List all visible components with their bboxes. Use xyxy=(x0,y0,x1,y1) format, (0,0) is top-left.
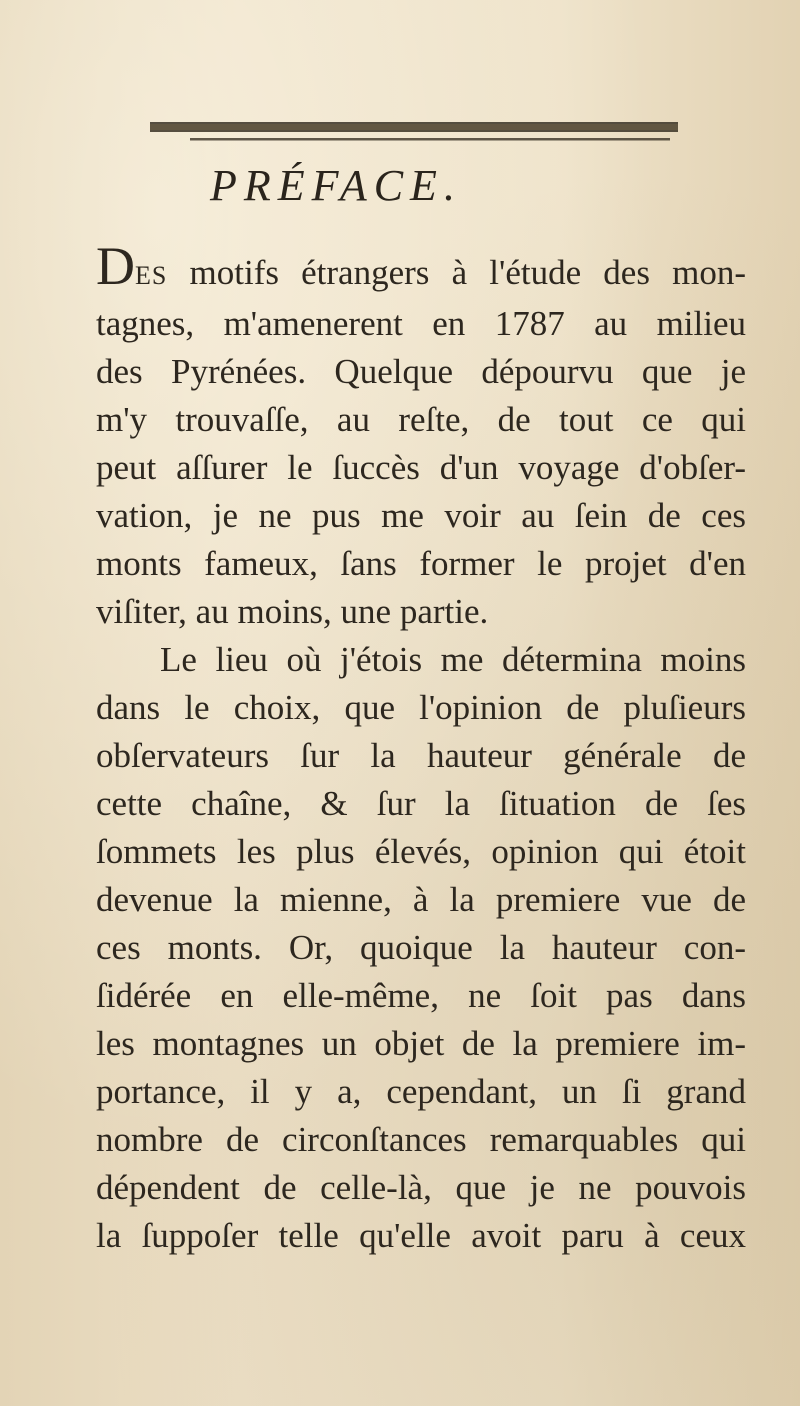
text-line: m'y trouvaſſe, au reſte, de tout ce qui xyxy=(96,400,746,439)
text-line: ces monts. Or, quoique la hauteur con- xyxy=(96,928,746,967)
page-title: PRÉFACE. xyxy=(210,161,462,210)
ornament-rule xyxy=(150,118,678,148)
small-caps: ES xyxy=(135,261,168,290)
text-line: devenue la mienne, à la premiere vue de xyxy=(96,880,746,919)
text-line: portance, il y a, cependant, un ſi grand xyxy=(96,1072,746,1111)
text-line: peut aſſurer le ſuccès d'un voyage d'obſer- xyxy=(96,448,746,487)
text-line: tagnes, m'amenerent en 1787 au milieu xyxy=(96,304,746,343)
text-line: dépendent de celle-là, que je ne pouvois xyxy=(96,1168,746,1207)
text-line: cette chaîne, & ſur la ſituation de ſes xyxy=(96,784,746,823)
text-line: monts fameux, ſans former le projet d'en xyxy=(96,544,746,583)
body-text xyxy=(96,236,746,1260)
text-line: Le lieu où j'étois me détermina moins xyxy=(160,640,746,679)
text-line: les montagnes un objet de la premiere im- xyxy=(96,1024,746,1063)
text-line: viſiter, au moins, une partie. xyxy=(96,592,489,631)
drop-cap: D xyxy=(96,236,135,296)
text-line: nombre de circonſtances remarquables qui xyxy=(96,1120,746,1159)
text-line: obſervateurs ſur la hauteur générale de xyxy=(96,736,746,775)
text-line: la ſuppoſer telle qu'elle avoit paru à ceux xyxy=(96,1216,746,1255)
text-line: DES motifs étrangers à l'étude des mon- xyxy=(96,236,746,296)
text-line: des Pyrénées. Quelque dépourvu que je xyxy=(96,352,746,391)
text-line: vation, je ne pus me voir au ſein de ces xyxy=(96,496,746,535)
text-line: ſommets les plus élevés, opinion qui étoit xyxy=(96,832,746,871)
text-line: ſidérée en elle-même, ne ſoit pas dans xyxy=(96,976,746,1015)
text-line: dans le choix, que l'opinion de pluſieurs xyxy=(96,688,746,727)
